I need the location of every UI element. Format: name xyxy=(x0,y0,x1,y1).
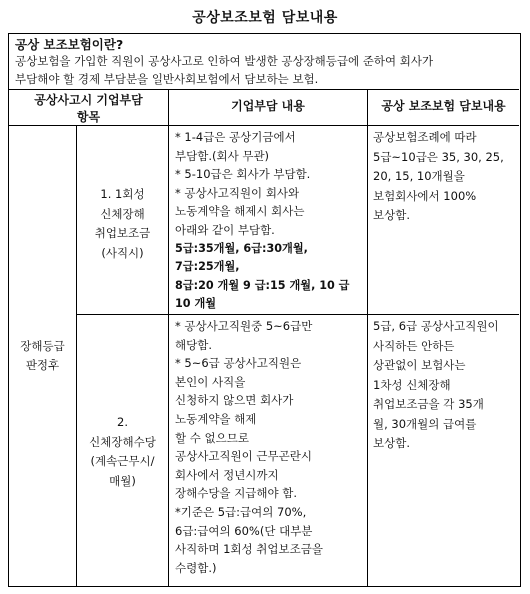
content-box xyxy=(8,33,521,587)
item-line: 2. xyxy=(117,415,128,429)
intro-line: 공상보험을 가입한 직원이 공상사고로 인하여 발생한 공상장해등급에 준하여 회사가 xyxy=(15,54,434,68)
row1-content xyxy=(175,128,365,314)
coverage-line: 보상함. xyxy=(373,436,410,450)
content-line: 본인이 사직을 xyxy=(175,374,246,389)
item-line: 취업보조금 xyxy=(94,226,151,240)
coverage-line: 상관없이 보험사는 xyxy=(373,358,466,372)
content-line: 공상사고직원이 근무곤란시 xyxy=(175,449,312,464)
intro-heading: 공상 보조보험이란? xyxy=(15,37,124,52)
content-line: 수령함.) xyxy=(175,560,217,575)
row1-coverage xyxy=(373,128,518,226)
intro-text xyxy=(15,53,513,88)
header-item xyxy=(9,92,168,126)
content-line: *기준은 5급:급여의 70%, xyxy=(175,504,307,519)
content-line: 노동계약을 해제 xyxy=(175,411,257,426)
group-label-line: 판정후 xyxy=(25,358,60,372)
header-content: 기업부담 내용 xyxy=(231,99,305,113)
row2-item xyxy=(77,413,168,491)
coverage-line: 사직하든 안하든 xyxy=(373,338,455,353)
item-line: (사직시) xyxy=(101,245,144,260)
coverage-line: 보험회사에서 100% xyxy=(373,188,477,203)
content-line: * 5-10급은 회사가 부담함. xyxy=(175,167,311,182)
coverage-line: 1차성 신체장해 xyxy=(373,377,451,392)
divider xyxy=(9,89,519,90)
coverage-line: 월, 30개월의 급여를 xyxy=(373,416,477,431)
content-line: * 공상사고직원이 회사와 xyxy=(175,185,300,200)
content-bold-line: 5급:35개월, 6급:30개월, xyxy=(175,241,308,255)
divider xyxy=(76,314,519,315)
item-line: 신체장해수당 xyxy=(89,434,156,449)
content-line: 장해수당을 지급해야 함. xyxy=(175,486,298,501)
intro-section xyxy=(9,34,519,89)
row2-content xyxy=(175,317,365,577)
header-item-line: 공상사고시 기업부담 xyxy=(34,93,143,107)
group-label xyxy=(9,337,76,375)
content-bold-line: 7급:25개월, xyxy=(175,260,240,274)
column-divider xyxy=(367,89,368,586)
coverage-line: 공상보험조례에 따라 xyxy=(373,130,477,144)
group-label-line: 장해등급 xyxy=(20,339,65,353)
content-bold-line: 10 개월 xyxy=(175,297,217,311)
item-line: 1. 1회성 xyxy=(100,187,145,201)
content-line: 6급:급여의 60%(단 대부분 xyxy=(175,523,313,538)
coverage-line: 5급~10급은 35, 30, 25, xyxy=(373,149,504,164)
coverage-line: 5급, 6급 공상사고직원이 xyxy=(373,319,499,333)
intro-line: 부담해야 할 경제 부담분을 일반사회보험에서 담보하는 보험. xyxy=(15,71,319,86)
column-divider xyxy=(168,89,169,586)
header-item-line: 항목 xyxy=(76,110,101,124)
content-line: 할 수 없으므로 xyxy=(175,430,249,445)
content-line: 사직하며 1회성 취업보조금을 xyxy=(175,542,323,557)
item-line: 매월) xyxy=(109,473,136,488)
content-line: 노동계약을 해제시 회사는 xyxy=(175,204,305,219)
content-line: 부담함.(회사 무관) xyxy=(175,148,270,163)
content-line: 회사에서 정년시까지 xyxy=(175,467,279,482)
row2-coverage xyxy=(373,317,518,454)
content-line: * 5~6급 공상사고직원은 xyxy=(175,356,302,371)
content-line: 해당함. xyxy=(175,337,212,352)
document-title: 공상보조보험 담보내용 xyxy=(192,10,338,26)
content-line: * 공상사고직원중 5~6급만 xyxy=(175,319,313,333)
coverage-line: 20, 15, 10개월을 xyxy=(373,169,465,183)
item-line: (계속근무시/ xyxy=(90,454,155,468)
content-bold-line: 8급:20 개월 9 급:15 개월, 10 급 xyxy=(175,278,350,292)
header-coverage: 공상 보조보험 담보내용 xyxy=(381,99,506,113)
content-line: * 1-4급은 공상기금에서 xyxy=(175,130,296,144)
content-line: 아래와 같이 부담함. xyxy=(175,222,275,237)
coverage-line: 취업보조금을 각 35개 xyxy=(373,397,484,411)
content-line: 신청하지 않으면 회사가 xyxy=(175,393,294,408)
item-line: 신체장해 xyxy=(100,206,145,221)
coverage-line: 보상함. xyxy=(373,208,410,222)
row1-item xyxy=(77,185,168,263)
